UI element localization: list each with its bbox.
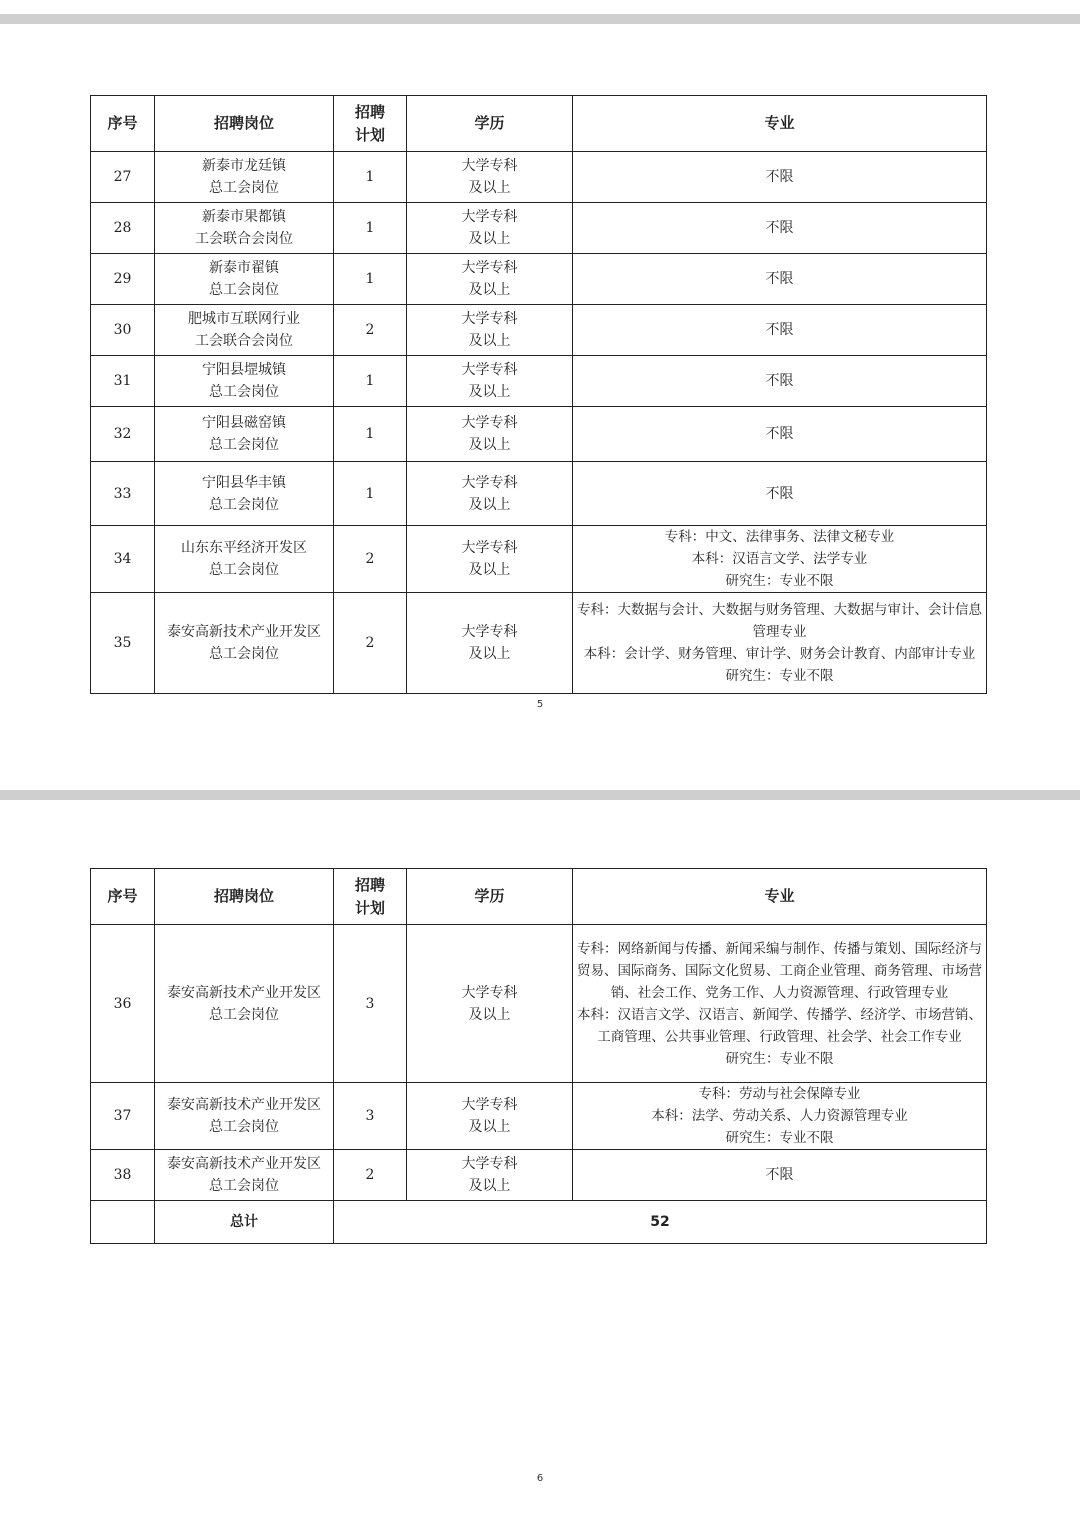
total-label: 总计 — [155, 1201, 334, 1244]
major-cell — [573, 407, 987, 462]
total-value: 52 — [334, 1201, 987, 1244]
position-line: 新泰市果都镇 — [202, 209, 286, 225]
table-row — [91, 925, 987, 1083]
major-line: 专科：大数据与会计、大数据与财务管理、大数据与审计、会计信息管理专业 — [577, 602, 982, 640]
position-cell — [155, 593, 334, 694]
position-line: 总工会岗位 — [209, 282, 279, 298]
position-line: 工会联合会岗位 — [195, 231, 293, 247]
position-line: 总工会岗位 — [209, 646, 279, 662]
plan-count: 1 — [334, 462, 407, 526]
major-cell — [573, 305, 987, 356]
major-line: 不限 — [765, 220, 794, 236]
header-plan: 招聘 计划 — [334, 869, 407, 925]
education-line: 大学专科 — [461, 362, 518, 378]
position-cell — [155, 1083, 334, 1150]
education-line: 大学专科 — [461, 1156, 518, 1172]
position-cell — [155, 152, 334, 203]
education-line: 大学专科 — [461, 415, 518, 431]
table-row — [91, 356, 987, 407]
header-no: 序号 — [91, 869, 155, 925]
table-row — [91, 152, 987, 203]
major-line: 研究生：专业不限 — [725, 573, 834, 589]
plan-count: 1 — [334, 152, 407, 203]
major-line: 不限 — [765, 485, 794, 502]
table-row — [91, 1083, 987, 1150]
plan-count: 1 — [334, 407, 407, 462]
table-row — [91, 1150, 987, 1201]
education-line: 及以上 — [468, 1178, 511, 1194]
plan-count: 1 — [334, 254, 407, 305]
table-row — [91, 526, 987, 593]
row-number: 28 — [91, 203, 155, 254]
position-line: 总工会岗位 — [209, 384, 279, 400]
table-row — [91, 203, 987, 254]
position-cell — [155, 356, 334, 407]
position-line: 泰安高新技术产业开发区 — [167, 624, 321, 640]
major-line: 不限 — [765, 322, 794, 338]
position-line: 总工会岗位 — [209, 1006, 279, 1023]
header-major: 专业 — [573, 869, 987, 925]
position-cell — [155, 407, 334, 462]
position-line: 工会联合会岗位 — [195, 333, 293, 349]
education-line: 大学专科 — [461, 260, 518, 276]
education-line: 及以上 — [468, 1119, 511, 1135]
major-line: 不限 — [765, 271, 794, 287]
position-line: 新泰市龙廷镇 — [202, 158, 286, 174]
position-line: 泰安高新技术产业开发区 — [167, 984, 321, 1001]
education-cell — [407, 925, 573, 1083]
education-line: 大学专科 — [461, 1097, 518, 1113]
plan-count: 2 — [334, 526, 407, 593]
row-number: 30 — [91, 305, 155, 356]
education-cell — [407, 305, 573, 356]
major-line: 专科：中文、法律事务、法律文秘专业 — [664, 529, 895, 545]
major-line: 研究生：专业不限 — [725, 1130, 834, 1146]
major-line: 本科：法学、劳动关系、人力资源管理专业 — [651, 1108, 908, 1124]
header-education: 学历 — [407, 96, 573, 152]
major-line: 不限 — [765, 169, 794, 185]
plan-count: 2 — [334, 1150, 407, 1201]
position-line: 山东东平经济开发区 — [181, 540, 307, 556]
education-cell — [407, 203, 573, 254]
table-row — [91, 305, 987, 356]
total-row — [91, 1201, 987, 1244]
major-cell — [573, 152, 987, 203]
position-line: 总工会岗位 — [209, 1178, 279, 1194]
education-line: 及以上 — [468, 646, 511, 662]
row-number: 37 — [91, 1083, 155, 1150]
header-major: 专业 — [573, 96, 987, 152]
page-separator — [0, 790, 1080, 800]
row-number: 33 — [91, 462, 155, 526]
education-line: 及以上 — [468, 333, 511, 349]
major-cell — [573, 925, 987, 1083]
position-cell — [155, 462, 334, 526]
major-line: 专科：劳动与社会保障专业 — [698, 1086, 861, 1102]
header-position: 招聘岗位 — [155, 96, 334, 152]
major-line: 本科：汉语言文学、汉语言、新闻学、传播学、经济学、市场营销、工商管理、公共事业管理、行政管理、社会学、社会工作专业 — [577, 1006, 982, 1045]
major-cell — [573, 1150, 987, 1201]
education-line: 及以上 — [468, 496, 511, 513]
education-cell — [407, 593, 573, 694]
recruitment-table-page-5 — [90, 95, 987, 694]
row-number: 31 — [91, 356, 155, 407]
row-number: 36 — [91, 925, 155, 1083]
education-line: 大学专科 — [461, 540, 518, 556]
position-line: 总工会岗位 — [209, 437, 279, 453]
position-line: 宁阳县磁窑镇 — [202, 415, 286, 431]
position-cell — [155, 526, 334, 593]
education-line: 及以上 — [468, 180, 511, 196]
education-line: 大学专科 — [461, 209, 518, 225]
row-number: 34 — [91, 526, 155, 593]
education-line: 大学专科 — [461, 311, 518, 327]
position-line: 总工会岗位 — [209, 180, 279, 196]
header-position: 招聘岗位 — [155, 869, 334, 925]
table-row — [91, 593, 987, 694]
header-no: 序号 — [91, 96, 155, 152]
major-line: 不限 — [765, 426, 794, 442]
major-cell — [573, 526, 987, 593]
table-header-row — [91, 96, 987, 152]
education-cell — [407, 462, 573, 526]
education-cell — [407, 1083, 573, 1150]
recruitment-table-page-6 — [90, 868, 987, 1244]
major-cell — [573, 203, 987, 254]
row-number: 27 — [91, 152, 155, 203]
education-cell — [407, 407, 573, 462]
education-line: 及以上 — [468, 282, 511, 298]
major-line: 本科：会计学、财务管理、审计学、财务会计教育、内部审计专业 — [583, 646, 976, 662]
education-cell — [407, 356, 573, 407]
major-line: 不限 — [765, 1167, 794, 1183]
major-line: 专科：网络新闻与传播、新闻采编与制作、传播与策划、国际经济与贸易、国际商务、国际文化贸易、工商企业管理、商务管理、市场营销、社会工作、党务工作、人力资源管理、行政管理专业 — [577, 940, 982, 1001]
page-separator-top — [0, 14, 1080, 24]
row-number: 35 — [91, 593, 155, 694]
plan-count: 3 — [334, 925, 407, 1083]
page-number: 6 — [536, 1473, 544, 1484]
header-plan: 招聘 计划 — [334, 96, 407, 152]
plan-count: 3 — [334, 1083, 407, 1150]
education-line: 大学专科 — [461, 474, 518, 491]
total-no-cell — [91, 1201, 155, 1244]
education-line: 及以上 — [468, 1006, 511, 1023]
position-line: 宁阳县堽城镇 — [202, 362, 286, 378]
major-line: 研究生：专业不限 — [725, 1050, 834, 1067]
major-line: 研究生：专业不限 — [725, 668, 834, 684]
education-line: 大学专科 — [461, 624, 518, 640]
table-row — [91, 407, 987, 462]
major-cell — [573, 1083, 987, 1150]
education-line: 大学专科 — [461, 984, 518, 1001]
table-row — [91, 254, 987, 305]
education-line: 及以上 — [468, 437, 511, 453]
position-cell — [155, 1150, 334, 1201]
position-line: 总工会岗位 — [209, 1119, 279, 1135]
position-line: 肥城市互联网行业 — [188, 311, 300, 327]
position-line: 总工会岗位 — [209, 562, 279, 578]
education-cell — [407, 1150, 573, 1201]
position-cell — [155, 254, 334, 305]
plan-count: 2 — [334, 305, 407, 356]
education-cell — [407, 254, 573, 305]
row-number: 32 — [91, 407, 155, 462]
major-cell — [573, 356, 987, 407]
position-cell — [155, 305, 334, 356]
major-cell — [573, 462, 987, 526]
major-line: 不限 — [765, 373, 794, 389]
education-line: 及以上 — [468, 231, 511, 247]
plan-count: 1 — [334, 356, 407, 407]
position-cell — [155, 203, 334, 254]
position-line: 泰安高新技术产业开发区 — [167, 1156, 321, 1172]
education-line: 大学专科 — [461, 158, 518, 174]
education-line: 及以上 — [468, 562, 511, 578]
table-row — [91, 462, 987, 526]
position-line: 总工会岗位 — [209, 496, 279, 513]
position-line: 宁阳县华丰镇 — [202, 474, 286, 491]
position-cell — [155, 925, 334, 1083]
table-header-row — [91, 869, 987, 925]
major-cell — [573, 254, 987, 305]
education-line: 及以上 — [468, 384, 511, 400]
position-line: 泰安高新技术产业开发区 — [167, 1097, 321, 1113]
header-education: 学历 — [407, 869, 573, 925]
position-line: 新泰市翟镇 — [209, 260, 279, 276]
education-cell — [407, 152, 573, 203]
row-number: 38 — [91, 1150, 155, 1201]
plan-count: 2 — [334, 593, 407, 694]
major-cell — [573, 593, 987, 694]
row-number: 29 — [91, 254, 155, 305]
education-cell — [407, 526, 573, 593]
plan-count: 1 — [334, 203, 407, 254]
major-line: 本科：汉语言文学、法学专业 — [691, 551, 868, 567]
page-number: 5 — [536, 699, 544, 710]
